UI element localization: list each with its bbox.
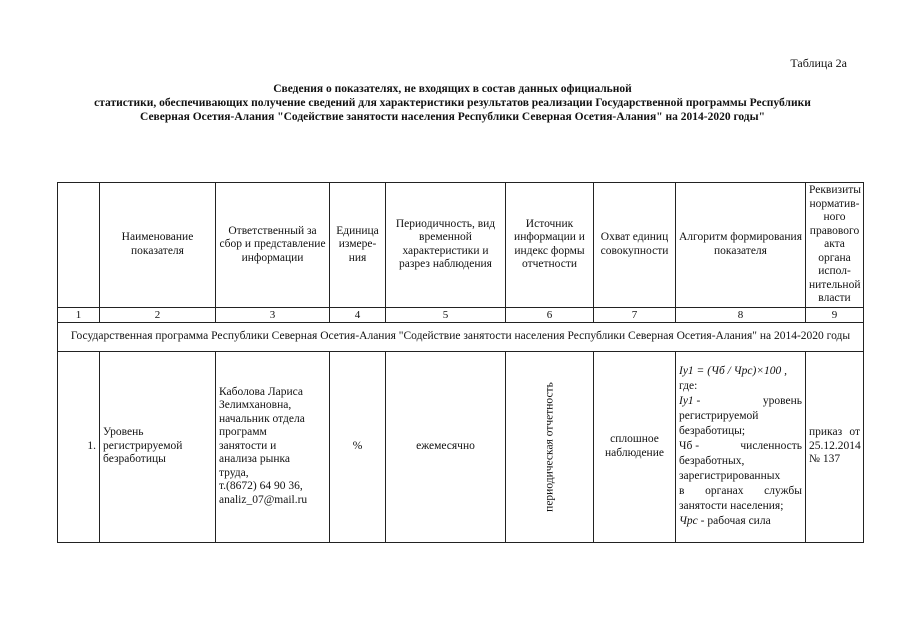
indicator-name: Уровень регистрируемой безработицы (100, 351, 216, 542)
responsible-line: Каболова Лариса (219, 385, 303, 398)
responsible-line: программ (219, 426, 267, 439)
responsible-line: анализа рынка (219, 453, 291, 466)
algorithm-cell (676, 351, 806, 542)
header-row (58, 183, 864, 308)
title-line-2: статистики, обеспечивающих получение сведений для характеристики результатов реализации Государственной программы Республики (94, 97, 811, 109)
var1-symbol: Iу1 - (679, 395, 701, 407)
algorithm-formula: Iу1 = (Чб / Чрс)×100 , (679, 365, 788, 377)
var1-desc-cont: регистрируемой безработицы; (679, 410, 759, 437)
periodicity-value: ежемесячно (386, 351, 506, 542)
algorithm-where: где: (679, 380, 698, 392)
responsible-email: analiz_07@mail.ru (219, 493, 308, 506)
responsible-line: Зелимхановна, (219, 399, 292, 412)
source-value: периодическая отчетность (543, 381, 555, 512)
unit-value: % (330, 351, 386, 542)
program-title: Государственная программа Республики Северная Осетия-Алания "Содействие занятости населения Республики Северная Осетия-Алания" на 2014-2020 годы (58, 322, 864, 351)
program-row (58, 322, 864, 351)
column-numbers-row (58, 307, 864, 322)
row-number: 1. (58, 351, 100, 542)
responsible-line: начальник отдела (219, 412, 305, 425)
column-number: 4 (330, 307, 386, 322)
document-title (40, 82, 865, 124)
var3-symbol: Чрс (679, 515, 698, 527)
column-number: 2 (100, 307, 216, 322)
legal-act-word: от (849, 426, 860, 439)
legal-act-date: 25.12.2014 (809, 439, 861, 452)
legal-act-number: № 137 (809, 453, 841, 466)
table-label: Таблица 2а (790, 56, 847, 70)
header-col-algorithm: Алгоритм формирования показателя (676, 183, 806, 308)
header-col-legal-act: Реквизиты норматив-ного правового акта органа испол-нительной власти (806, 183, 864, 308)
table-row (58, 351, 864, 542)
responsible-line: занятости и (219, 439, 277, 452)
responsible-line: т.(8672) 64 90 36, (219, 480, 303, 493)
column-number: 3 (216, 307, 330, 322)
legal-act-cell (806, 351, 864, 542)
indicators-table (57, 182, 864, 543)
title-line-1: Сведения о показателях, не входящих в состав данных официальной (273, 83, 632, 95)
column-number: 9 (806, 307, 864, 322)
var2-desc-cont: безработных, зарегистрированных (679, 455, 781, 482)
column-number: 1 (58, 307, 100, 322)
var2-desc-end: занятости населения; (679, 500, 784, 512)
column-number: 6 (506, 307, 594, 322)
var1-desc: уровень (762, 395, 802, 407)
coverage-value: сплошное наблюдение (594, 351, 676, 542)
column-number: 5 (386, 307, 506, 322)
responsible-person (216, 351, 330, 542)
header-col-responsible: Ответственный за сбор и представление информации (216, 183, 330, 308)
column-number: 8 (676, 307, 806, 322)
legal-act-word: приказ (809, 426, 843, 439)
column-number: 7 (594, 307, 676, 322)
responsible-line: труда, (219, 466, 249, 479)
header-col-1 (58, 183, 100, 308)
var2-desc: численность (740, 440, 802, 452)
header-col-periodicity: Периодичность, вид временной характеристики и разрез наблюдения (386, 183, 506, 308)
header-col-unit: Единица измере-ния (330, 183, 386, 308)
source-cell (506, 351, 594, 542)
var3-desc: - рабочая сила (700, 515, 771, 527)
var2-word: в (679, 485, 685, 497)
var2-word: службы (764, 485, 802, 497)
title-line-3: Северная Осетия-Алания "Содействие занятости населения Республики Северная Осетия-Алания" на 2014-2020 годы" (140, 111, 765, 123)
header-col-coverage: Охват единиц совокупности (594, 183, 676, 308)
header-col-source: Источник информации и индекс формы отчетности (506, 183, 594, 308)
var2-word: органах (705, 485, 744, 497)
var2-symbol: Чб - (679, 440, 700, 452)
header-col-indicator: Наименование показателя (100, 183, 216, 308)
